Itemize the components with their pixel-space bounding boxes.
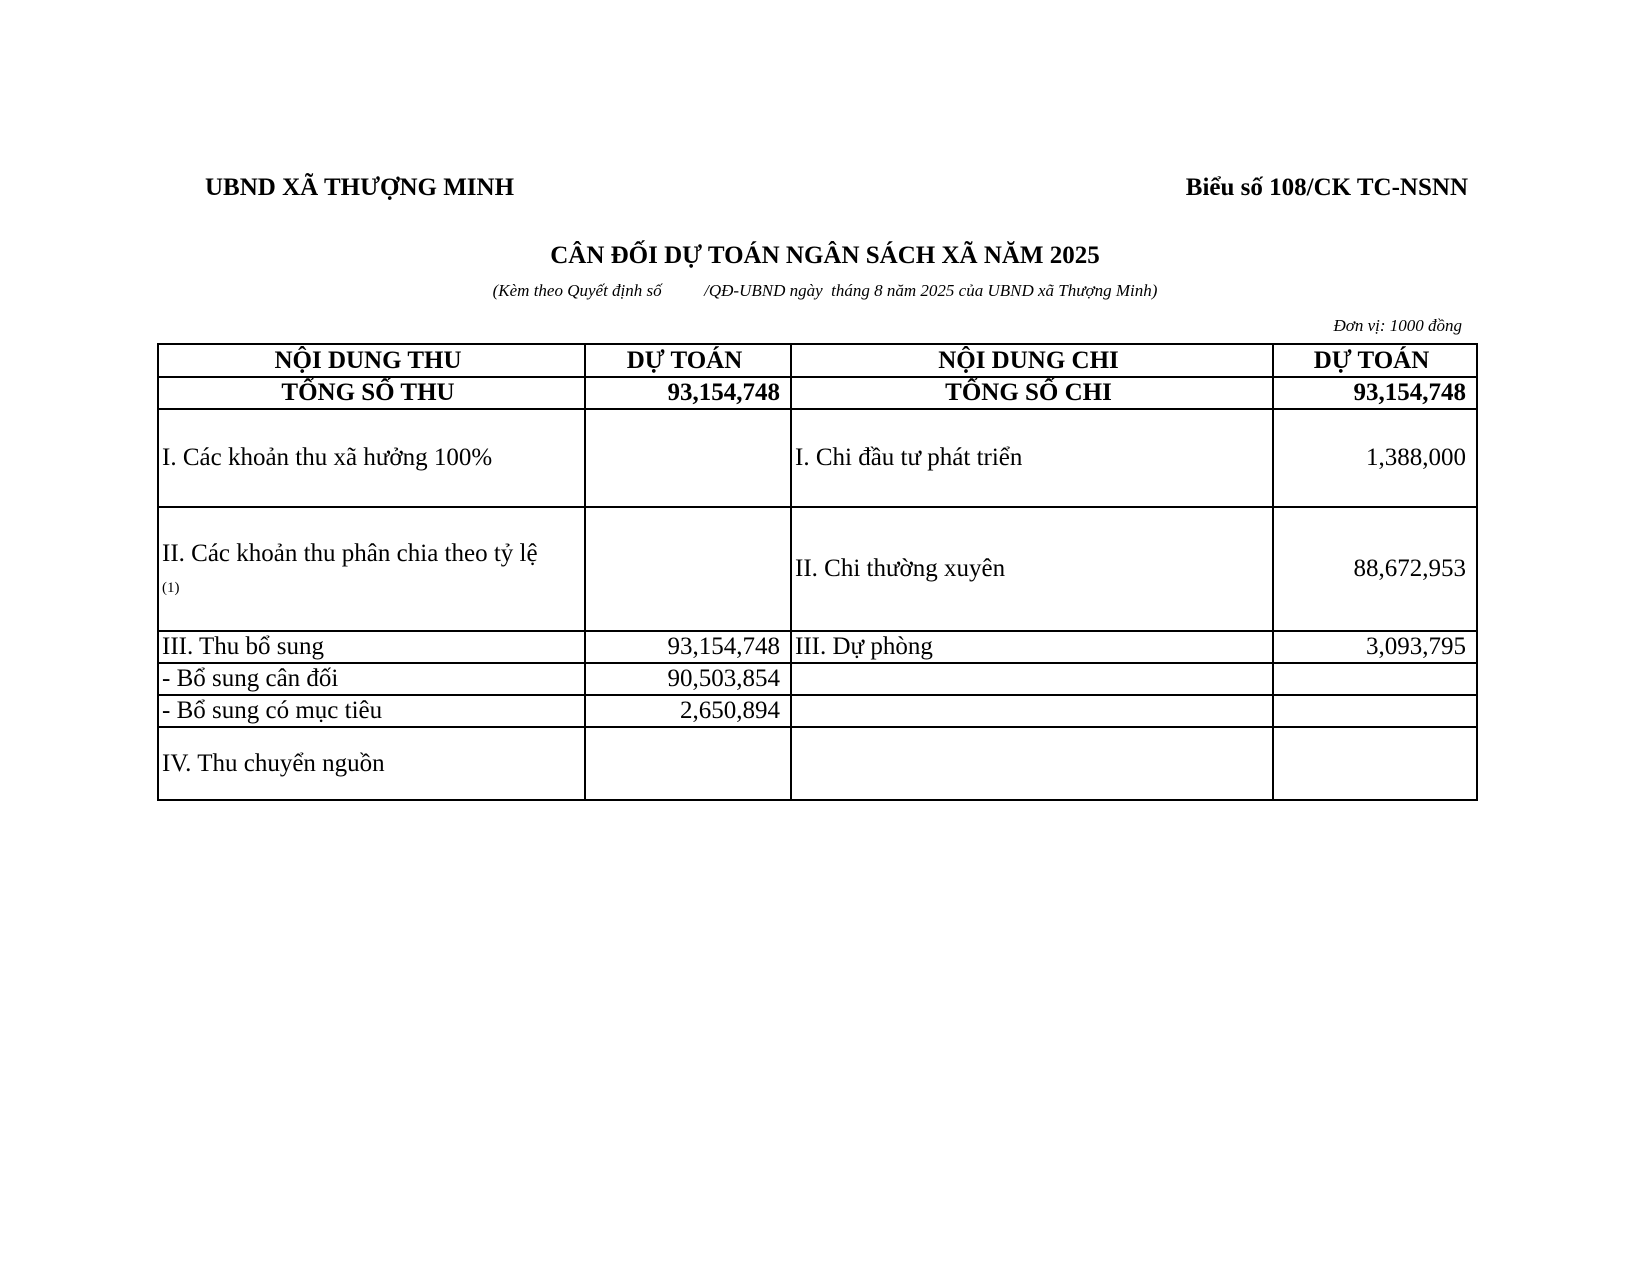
- expense-label: [791, 663, 1273, 695]
- footnote-marker: (1): [162, 580, 180, 596]
- revenue-label: I. Các khoản thu xã hưởng 100%: [158, 409, 585, 507]
- header-revenue-content: NỘI DUNG THU: [158, 344, 585, 377]
- header-revenue-estimate: DỰ TOÁN: [585, 344, 791, 377]
- total-revenue-value: 93,154,748: [585, 377, 791, 409]
- expense-value: [1273, 727, 1477, 800]
- revenue-label-cell: [158, 507, 585, 631]
- expense-value: [1273, 695, 1477, 727]
- total-row: [158, 377, 1477, 409]
- revenue-label: III. Thu bổ sung: [158, 631, 585, 663]
- revenue-value: 90,503,854: [585, 663, 791, 695]
- expense-value: 88,672,953: [1273, 507, 1477, 631]
- budget-balance-table: [157, 343, 1478, 801]
- total-revenue-label: TỔNG SỐ THU: [158, 377, 585, 409]
- page-subtitle: (Kèm theo Quyết định số /QĐ-UBND ngày tháng 8 năm 2025 của UBND xã Thượng Minh): [492, 281, 1158, 300]
- revenue-value: [585, 507, 791, 631]
- revenue-value: [585, 409, 791, 507]
- table-row: [158, 409, 1477, 507]
- table-header-row: [158, 344, 1477, 377]
- expense-value: [1273, 663, 1477, 695]
- organization-name: UBND XÃ THƯỢNG MINH: [205, 174, 515, 201]
- revenue-value: [585, 727, 791, 800]
- table-row: [158, 727, 1477, 800]
- revenue-label: - Bổ sung có mục tiêu: [158, 695, 585, 727]
- revenue-label: IV. Thu chuyển nguồn: [158, 727, 585, 800]
- unit-note: Đơn vị: 1000 đồng: [1333, 316, 1462, 335]
- expense-label: [791, 695, 1273, 727]
- revenue-value: 93,154,748: [585, 631, 791, 663]
- page-title: CÂN ĐỐI DỰ TOÁN NGÂN SÁCH XÃ NĂM 2025: [550, 242, 1100, 269]
- expense-label: I. Chi đầu tư phát triển: [791, 409, 1273, 507]
- total-expense-label: TỔNG SỐ CHI: [791, 377, 1273, 409]
- table-row: [158, 695, 1477, 727]
- expense-label: [791, 727, 1273, 800]
- form-code: Biểu số 108/CK TC-NSNN: [1185, 174, 1468, 201]
- expense-value: 3,093,795: [1273, 631, 1477, 663]
- table-row: [158, 507, 1477, 631]
- revenue-value: 2,650,894: [585, 695, 791, 727]
- expense-label: II. Chi thường xuyên: [791, 507, 1273, 631]
- table-row: [158, 663, 1477, 695]
- expense-label: III. Dự phòng: [791, 631, 1273, 663]
- revenue-label: II. Các khoản thu phân chia theo tỷ lệ: [162, 539, 538, 567]
- expense-value: 1,388,000: [1273, 409, 1477, 507]
- table-row: [158, 631, 1477, 663]
- revenue-label: - Bổ sung cân đối: [158, 663, 585, 695]
- total-expense-value: 93,154,748: [1273, 377, 1477, 409]
- header-expense-content: NỘI DUNG CHI: [791, 344, 1273, 377]
- header-expense-estimate: DỰ TOÁN: [1273, 344, 1477, 377]
